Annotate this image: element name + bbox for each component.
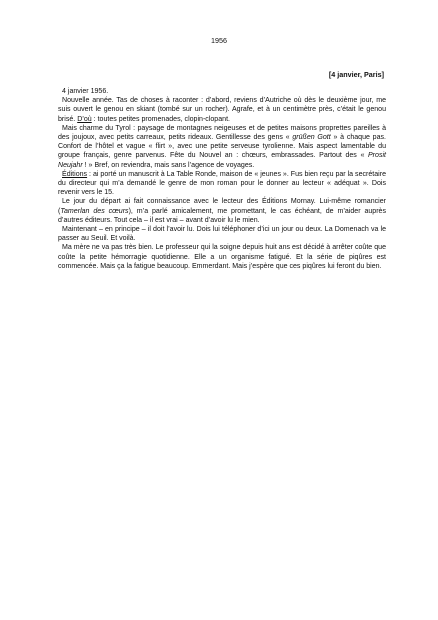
paragraph-tyrol-text-b: » à chaque pas. Confort de l’hôtel et vague « flirt », avec une petite serveuse tyrolienne. Mais aspect lamentable du groupe français, genre parvenus. Fête du Nouvel an : chœurs, embrassades. Partout des « [58,134,387,160]
page-year-header: 1956 [211,36,227,45]
paragraph-mother: Ma mère ne va pas très bien. Le professeur qui la soigne depuis huit ans est décidé à arrêter coûte que coûte la petite hémorragie quotidienne. Elle a un organisme fatigué. Et la série de piqûres est commencée. Mais ça la fatigue beaucoup. Emmerdant. Mais j’espère que ces piqûres lui feront du bien. [58,244,386,270]
paragraph-austria-text-a: Nouvelle année. Tas de choses à raconter : d’abord, reviens d’Autriche où dès le deuxième jour, me suis ouvert le genou en skiant (tombé sur un rocher). Agrafe, et à un centimètre près, c’était le genou brisé. [58,97,386,123]
entry-date-line: 4 janvier 1956. [62,88,109,95]
tamerlan-title-italic: Tamerlan des cœurs [60,207,129,215]
paragraph-mornay-text-a: Le jour du départ ai fait connaissance avec le lecteur des Éditions Mornay. Lui-même romancier ( [58,198,386,215]
paragraph-austria [58,96,386,124]
paragraph-mornay-text-b: ), m’a parlé amicalement, me promettant, le cas échéant, de m’aider auprès d’autres éditeurs. Tout cela – il est vrai – avant d’avoir lu le mien. [58,207,386,224]
paragraph-editions-text: : ai porté un manuscrit à La Table Ronde, maison de « jeunes ». Fus bien reçu par la secrétaire du directeur qui m’a demandé le genre de mon roman pour le donner au lecteur « adéquat ». Dois revenir vers le 15. [58,170,386,197]
paragraph-tyrol-text-c: ! » Bref, on reviendra, mais sans l’agence de voyages. [82,161,255,169]
entry-date-location: [4 janvier, Paris] [328,70,384,79]
prosit-neujahr-italic: Prosit Neujahr [58,152,386,169]
paragraph-austria-text-b: : toutes petites promenades, clopin-clopant. [91,115,230,123]
paragraph-tyrol [58,124,386,170]
paragraph-tyrol-text-a: Mais charme du Tyrol : paysage de montagnes neigeuses et de petites maisons proprettes pareilles à des joujoux, avec petits carreaux, petits rideaux. Gentillesse des gens « [58,124,386,142]
doo-underlined: D’où [77,115,92,123]
paragraph-editions [58,170,386,198]
grussen-gott-italic: grüßen Gott [292,134,331,142]
paragraph-mornay [58,197,386,225]
paragraph-maintenant: Maintenant – en principe – il doit l’avoir lu. Dois lui téléphoner d’ici un jour ou deux. La Domenach va le passer au Seuil. Et voilà. [58,226,386,243]
editions-underlined: Éditions [62,170,88,178]
journal-entry-body [58,87,386,271]
